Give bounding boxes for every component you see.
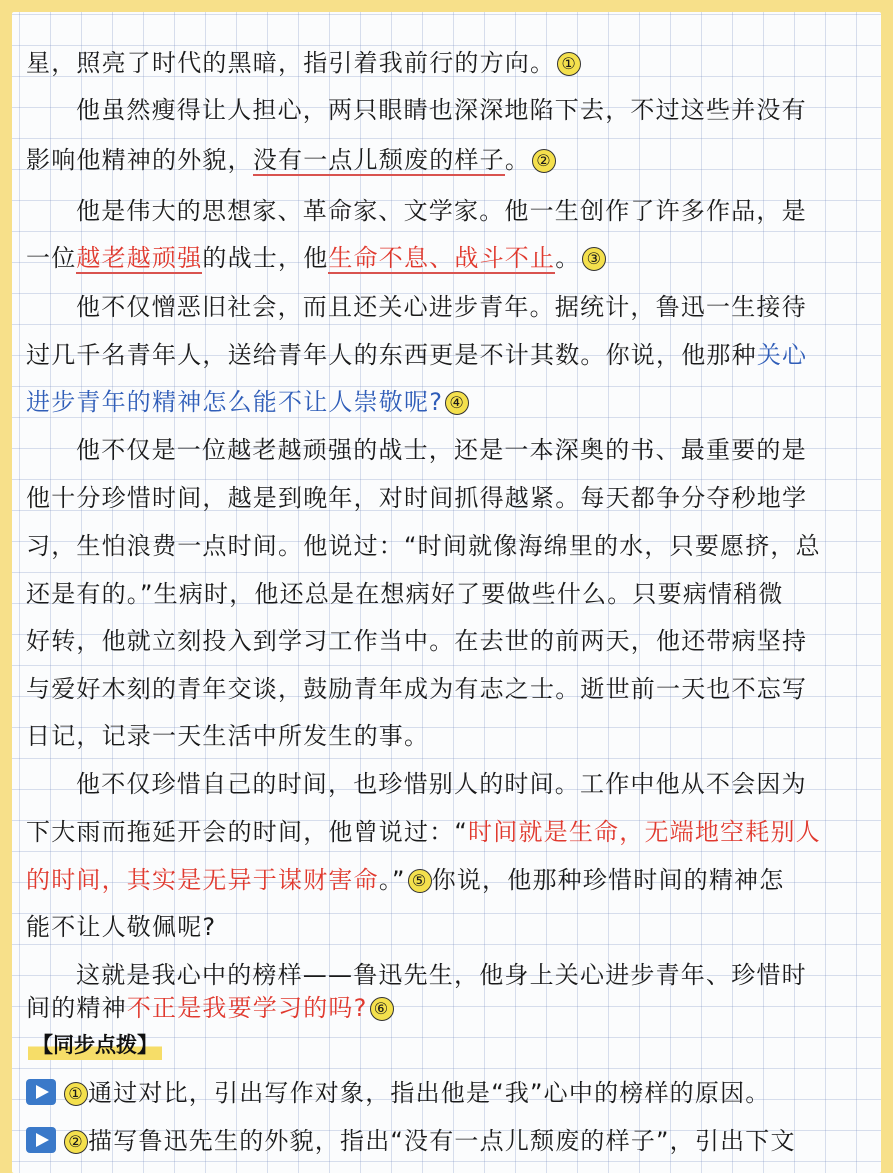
notebook-page <box>12 12 881 1173</box>
text-line: 影响他精神的外貌，没有一点儿颓废的样子。 ② <box>26 144 873 176</box>
text-line: 他不仅憎恶旧社会，而且还关心进步青年。据统计，鲁迅一生接待 <box>76 293 807 321</box>
circle-number-badge: ② <box>64 1130 88 1154</box>
text-line: 下大雨而拖延开会的时间，他曾说过：“时间就是生命，无端地空耗别人 <box>26 818 821 846</box>
tip-item: ① 通过对比，引出写作对象，指出他是“我”心中的榜样的原因。 <box>26 1077 873 1109</box>
circle-number-badge: ③ <box>582 247 606 271</box>
text-line: 他十分珍惜时间，越是到晚年，对时间抓得越紧。每天都争分夺秒地学 <box>26 484 808 512</box>
text-line: 他不仅珍惜自己的时间，也珍惜别人的时间。工作中他从不会因为 <box>76 770 807 798</box>
text-line: 与爱好木刻的青年交谈，鼓励青年成为有志之士。逝世前一天也不忘写 <box>26 675 808 703</box>
circle-number-badge: ⑥ <box>370 997 394 1021</box>
play-icon <box>26 1079 56 1105</box>
text-line: 一位越老越顽强的战士，他生命不息、战斗不止。 ③ <box>26 242 873 274</box>
highlight-phrase: 时间就是生命，无端地空耗别人 <box>468 818 821 846</box>
highlight-phrase: 越老越顽强 <box>76 244 203 272</box>
text-line: 日记，记录一天生活中所发生的事。 <box>26 722 430 750</box>
highlight-phrase: 关心 <box>756 341 808 369</box>
text-line: 过几千名青年人，送给青年人的东西更是不计其数。你说，他那种关心 <box>26 341 808 369</box>
highlight-phrase: 进步青年的精神怎么能不让人崇敬呢? <box>26 388 444 416</box>
circle-number-badge: ① <box>64 1082 88 1106</box>
circle-number-badge: ⑤ <box>408 869 432 893</box>
text-line <box>26 386 873 418</box>
circle-number-badge: ① <box>557 52 581 76</box>
tip-item: ② 描写鲁迅先生的外貌，指出“没有一点儿颓废的样子”，引出下文 <box>26 1125 873 1157</box>
highlight-phrase: 生命不息、战斗不止 <box>328 244 556 272</box>
text-line: 习，生怕浪费一点时间。他说过：“时间就像海绵里的水，只要愿挤，总 <box>26 532 821 560</box>
text-line: 星，照亮了时代的黑暗，指引着我前行的方向。 ① <box>26 47 873 79</box>
circle-number-badge: ② <box>532 149 556 173</box>
text-line: 还是有的。”生病时，他还总是在想病好了要做些什么。只要病情稍微 <box>26 580 784 608</box>
underlined-phrase: 没有一点儿颓废的样子 <box>252 146 505 174</box>
play-icon <box>26 1127 56 1153</box>
text-line: 能不让人敬佩呢? <box>26 913 217 941</box>
highlight-phrase: 的时间，其实是无异于谋财害命 <box>26 866 379 894</box>
text-line: 他不仅是一位越老越顽强的战士，还是一本深奥的书、最重要的是 <box>76 436 807 464</box>
text-line: 这就是我心中的榜样——鲁迅先生，他身上关心进步青年、珍惜时 <box>76 961 807 989</box>
highlight-phrase: 不正是我要学习的吗? <box>126 994 368 1022</box>
text-line: 的时间，其实是无异于谋财害命。” ⑤ 你说，他那种珍惜时间的精神怎 <box>26 866 785 894</box>
circle-number-badge: ④ <box>445 391 469 415</box>
text-line: 好转，他就立刻投入到学习工作当中。在去世的前两天，他还带病坚持 <box>26 627 808 655</box>
text-line: 他是伟大的思想家、革命家、文学家。他一生创作了许多作品，是 <box>76 197 807 225</box>
tips-heading: 【同步点拨】 <box>28 1030 162 1060</box>
text-line: 间的精神不正是我要学习的吗? ⑥ <box>26 992 873 1024</box>
text-line: 他虽然瘦得让人担心，两只眼睛也深深地陷下去，不过这些并没有 <box>76 96 807 124</box>
